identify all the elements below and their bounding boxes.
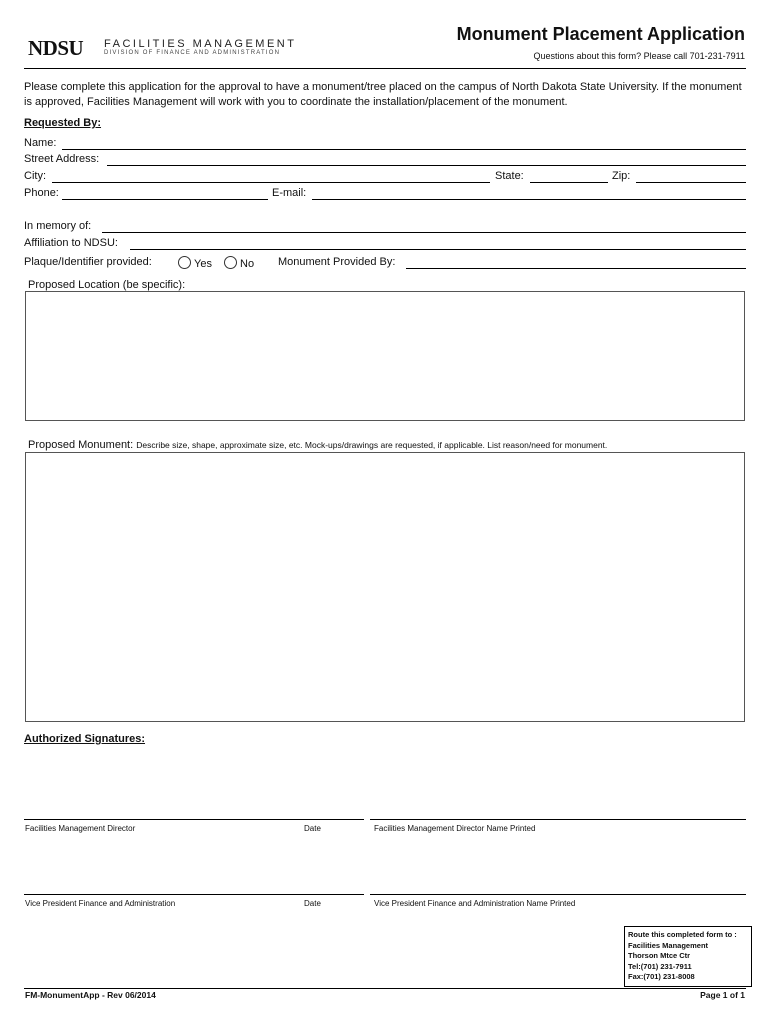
logo-subtitle: DIVISION OF FINANCE AND ADMINISTRATION	[104, 50, 281, 56]
route-line-1: Route this completed form to :	[628, 930, 737, 939]
monument-provided-by-label: Monument Provided By:	[278, 256, 396, 268]
zip-label: Zip:	[612, 170, 631, 182]
street-address-label: Street Address:	[24, 153, 100, 165]
proposed-monument-hint: Describe size, shape, approximate size, etc. Mock-ups/drawings are requested, if applicable. List reason/need for monument.	[136, 440, 608, 450]
authorized-signatures-heading: Authorized Signatures:	[24, 733, 146, 745]
route-line-2: Facilities Management	[628, 940, 709, 950]
name-label: Name:	[24, 137, 57, 149]
vp-signature-line[interactable]	[24, 894, 364, 895]
plaque-yes-option[interactable]	[178, 256, 212, 270]
route-info-box	[624, 926, 752, 987]
monument-provided-by-field[interactable]	[406, 268, 746, 269]
footer-divider	[24, 988, 746, 989]
intro-text: Please complete this application for the approval to have a monument/tree placed on the campus of North Dakota State University. If the monument is approved, Facilities Management will work with you to coordinate the installation/placement of the monument.	[24, 81, 742, 108]
yes-label: Yes	[194, 258, 212, 270]
state-field[interactable]	[530, 182, 608, 183]
fm-director-label: Facilities Management Director	[25, 824, 136, 833]
email-label: E-mail:	[272, 187, 307, 199]
page-subtitle: Questions about this form? Please call 701-231-7911	[533, 51, 745, 61]
page-title: Monument Placement Application	[456, 24, 745, 44]
phone-label: Phone:	[24, 187, 59, 199]
vp-date-label: Date	[304, 899, 321, 908]
yes-radio[interactable]	[178, 256, 191, 269]
ndsu-logo: NDSU	[28, 36, 84, 60]
fm-director-date-label: Date	[304, 824, 321, 833]
affiliation-field[interactable]	[130, 249, 746, 250]
facilities-management-logo: FACILITIES MANAGEMENT	[104, 38, 297, 50]
vp-name-label: Vice President Finance and Administration Name Printed	[374, 899, 576, 908]
proposed-monument-textarea[interactable]	[25, 452, 745, 722]
plaque-no-option[interactable]	[224, 256, 254, 270]
header-divider	[24, 68, 746, 69]
phone-field[interactable]	[62, 199, 268, 200]
affiliation-label: Affiliation to NDSU:	[24, 237, 118, 249]
proposed-monument-label: Proposed Monument:	[28, 439, 134, 451]
email-field[interactable]	[312, 199, 746, 200]
fm-director-name-label: Facilities Management Director Name Printed	[374, 824, 536, 833]
page-number: Page 1 of 1	[700, 990, 745, 1000]
vp-name-line[interactable]	[370, 894, 746, 895]
route-line-4: Tel:(701) 231-7911	[628, 961, 692, 971]
route-line-3: Thorson Mtce Ctr	[628, 951, 691, 960]
street-address-field[interactable]	[107, 165, 746, 166]
in-memory-label: In memory of:	[24, 220, 92, 232]
city-label: City:	[24, 170, 46, 182]
form-revision: FM-MonumentApp - Rev 06/2014	[25, 990, 156, 1000]
no-radio[interactable]	[224, 256, 237, 269]
proposed-monument-heading	[28, 439, 607, 451]
plaque-label: Plaque/Identifier provided:	[24, 256, 152, 268]
fm-director-signature-line[interactable]	[24, 819, 364, 820]
city-field[interactable]	[52, 182, 490, 183]
route-line-5: Fax:(701) 231-8008	[628, 972, 695, 981]
no-label: No	[240, 258, 255, 270]
name-field[interactable]	[62, 149, 746, 150]
requested-by-heading: Requested By:	[24, 117, 102, 129]
vp-label: Vice President Finance and Administration	[25, 899, 176, 908]
proposed-location-label: Proposed Location (be specific):	[28, 279, 186, 291]
proposed-location-textarea[interactable]	[25, 291, 745, 421]
in-memory-field[interactable]	[102, 232, 746, 233]
zip-field[interactable]	[636, 182, 746, 183]
fm-director-name-line[interactable]	[370, 819, 746, 820]
state-label: State:	[495, 170, 524, 182]
